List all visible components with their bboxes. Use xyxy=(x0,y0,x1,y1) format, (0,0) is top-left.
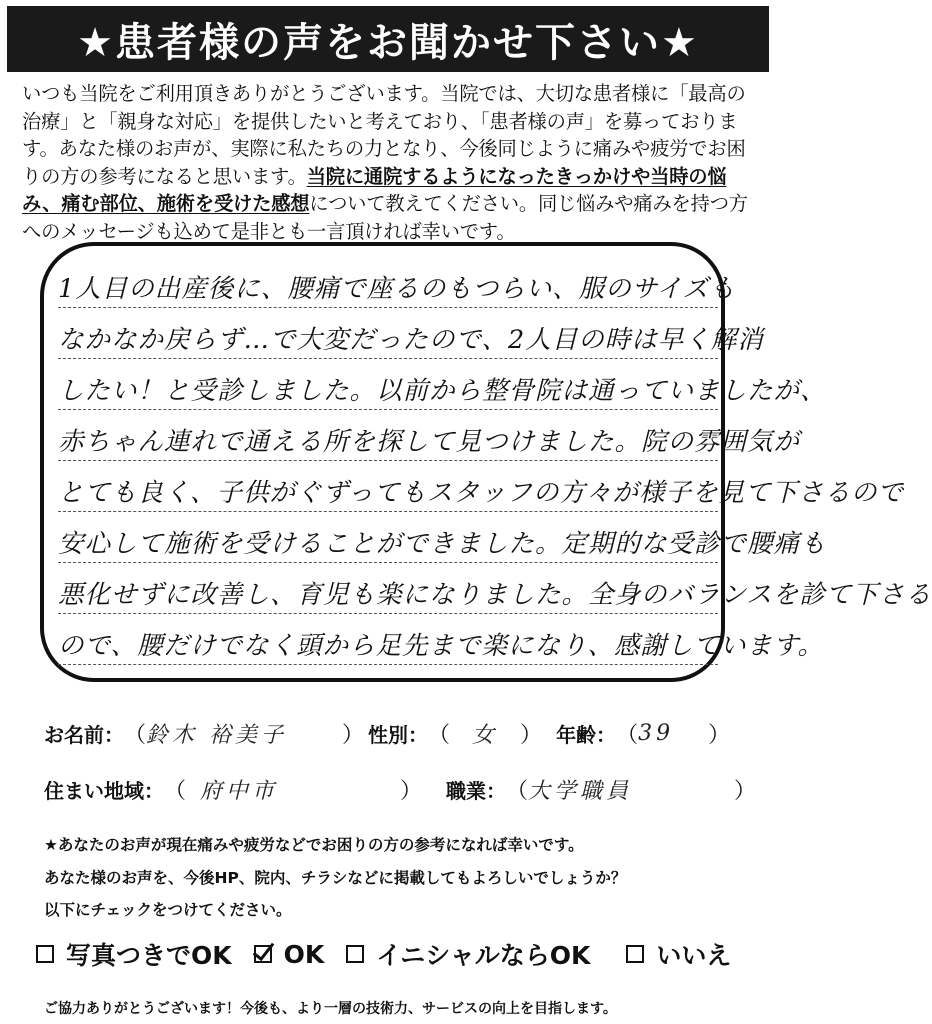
letter-line-3: したい！と受診しました。以前から整骨院は通っていましたが、 xyxy=(58,374,718,410)
area-value: 府中市 xyxy=(200,778,279,804)
option-no-label: いいえ xyxy=(656,941,732,970)
age-label: 年齢： xyxy=(556,722,617,747)
letter-line-2: なかなか戻らず…で大変だったので、2人目の時は早く解消 xyxy=(58,323,718,359)
gender-close-paren: ） xyxy=(520,722,543,748)
intro-part2: について教えてください。同じ悩みや痛みを持つ方へのメッセージも込めて是非とも一言頂ければ幸いです。 xyxy=(22,192,748,243)
name-label: お名前： xyxy=(44,722,124,747)
gender-value: 女 xyxy=(472,722,499,748)
permission-options xyxy=(36,932,756,976)
survey-title: ★患者様の声をお聞かせ下さい★ xyxy=(7,6,769,72)
area-open-paren: （ xyxy=(164,778,187,804)
name-value: 鈴木 裕美子 xyxy=(146,722,288,748)
gender-label: 性別： xyxy=(368,722,429,747)
checkbox-photo-ok[interactable] xyxy=(36,945,54,963)
area-job-row xyxy=(44,772,756,806)
job-value: 大学職員 xyxy=(528,778,633,804)
job-label: 職業： xyxy=(446,778,507,803)
note-line-2: あなた様のお声を、今後HP、院内、チラシなどに掲載してもよろしいでしょうか？ xyxy=(44,869,627,887)
intro-highlight: 当院に通院するようになったきっかけや当時の悩み、痛む部位、施術を受けた感想 xyxy=(22,164,727,215)
option-photo-ok-label: 写真つきでOK xyxy=(66,941,232,970)
letter-line-8: ので、腰だけでなく頭から足先まで楽になり、感謝しています。 xyxy=(58,629,718,665)
checkbox-ok[interactable] xyxy=(254,945,272,963)
footer-thanks: ご協力ありがとうございます！今後も、より一層の技術力、サービスの向上を目指します。 xyxy=(44,1001,617,1017)
job-close-paren: ） xyxy=(734,778,757,804)
option-photo-ok[interactable] xyxy=(36,936,232,972)
age-close-paren: ） xyxy=(708,722,731,748)
checkbox-initial-ok[interactable] xyxy=(346,945,364,963)
name-gender-age-row xyxy=(44,716,730,750)
handwritten-letter-box xyxy=(40,242,725,682)
checkbox-no[interactable] xyxy=(626,945,644,963)
job-open-paren: （ xyxy=(506,778,529,804)
option-ok-label: OK xyxy=(283,939,325,969)
area-label: 住まい地域： xyxy=(44,778,164,803)
name-open-paren: （ xyxy=(124,722,147,748)
intro-part1: いつも当院をご利用頂きありがとうございます。当院では、大切な患者様に「最高の治療」と「親身な対応」を提供したいと考えており、「患者様の声」を募っております。あなた様のお声が、実際に私たちの力となり、今後同じように痛みや疲労でお困りの方の参考になると思います。 xyxy=(22,82,746,188)
option-initial-ok-label: イニシャルならOK xyxy=(376,941,591,970)
gender-open-paren: （ xyxy=(428,722,451,748)
option-initial-ok[interactable] xyxy=(346,936,590,972)
age-value: 39 xyxy=(638,720,675,746)
name-close-paren: ） xyxy=(342,722,365,748)
note-line-1: ★あなたのお声が現在痛みや疲労などでお困りの方の参考になれば幸いです。 xyxy=(44,836,584,854)
intro-text xyxy=(22,80,762,245)
area-close-paren: ） xyxy=(400,778,423,804)
option-no[interactable] xyxy=(626,936,731,972)
letter-line-5: とても良く、子供がぐずってもスタッフの方々が様子を見て下さるので xyxy=(58,476,718,512)
age-open-paren: （ xyxy=(616,722,639,748)
letter-line-1: 1人目の出産後に、腰痛で座るのもつらい、服のサイズも xyxy=(58,272,718,308)
option-ok[interactable] xyxy=(254,940,325,969)
note-line-3: 以下にチェックをつけてください。 xyxy=(44,901,292,919)
letter-line-6: 安心して施術を受けることができました。定期的な受診で腰痛も xyxy=(58,527,718,563)
letter-line-4: 赤ちゃん連れで通える所を探して見つけました。院の雰囲気が xyxy=(58,425,718,461)
letter-line-7: 悪化せずに改善し、育児も楽になりました。全身のバランスを診て下さる xyxy=(58,578,718,614)
